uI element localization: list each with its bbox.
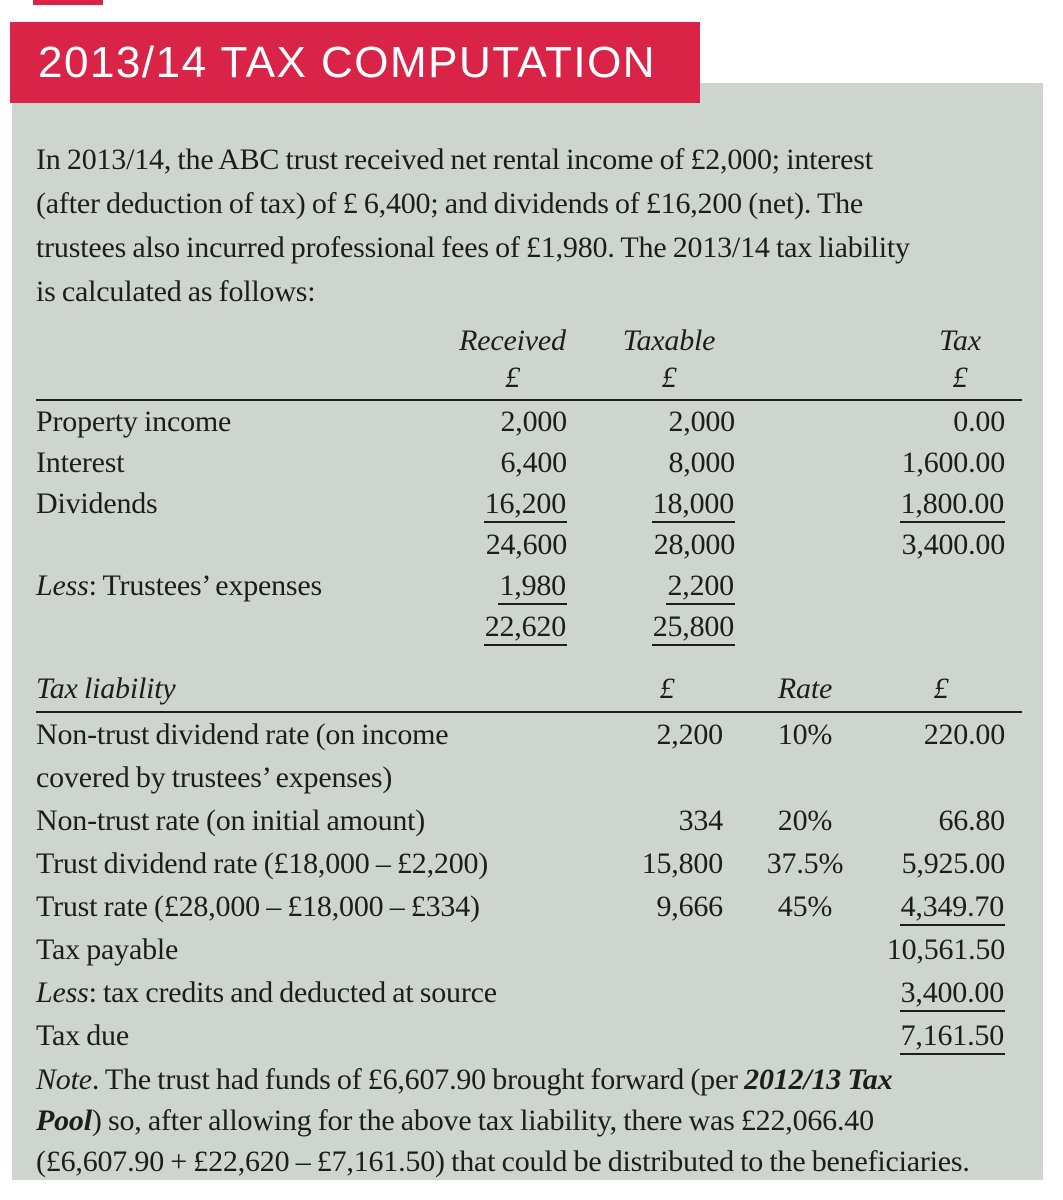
tax-header-label: Tax	[939, 324, 981, 357]
tax-value: 0.00	[953, 405, 1005, 438]
tax-liability-table	[36, 667, 1022, 1057]
red-top-fragment	[33, 0, 103, 5]
taxable-header-label: Taxable	[622, 324, 716, 357]
title-banner	[10, 22, 700, 103]
taxable-pound-sign: £	[661, 361, 677, 394]
amount-value: 9,666	[656, 890, 723, 923]
income-table	[36, 322, 1022, 647]
note-line: Note. The trust had funds of £6,607.90 brought forward (per 2012/13 Tax	[36, 1063, 893, 1096]
row-label: Trust rate (£28,000 – £18,000 – £334)	[36, 890, 480, 923]
tax-value: 5,925.00	[901, 847, 1005, 880]
table-row	[36, 971, 1022, 1014]
tax-pound-sign: £	[952, 361, 968, 394]
tax-value: 7,161.50	[863, 1014, 1022, 1057]
rate-value: 45%	[777, 890, 833, 923]
taxable-value: 2,000	[668, 405, 735, 438]
rate-value: 37.5%	[766, 847, 844, 880]
table-row	[36, 442, 1022, 483]
table-row	[36, 713, 1022, 799]
received-value: 6,400	[500, 446, 567, 479]
row-label-prefix: Less	[36, 569, 89, 602]
liability-header-label: Tax liability	[36, 672, 176, 705]
tax-value: 4,349.70	[863, 885, 1022, 928]
amount-value: 15,800	[641, 847, 723, 880]
tax-value	[735, 606, 1022, 647]
taxable-value: 18,000	[567, 483, 735, 524]
intro-line: (after deduction of tax) of £ 6,400; and dividends of £16,200 (net). The	[36, 187, 863, 220]
intro-paragraph	[36, 138, 1022, 314]
row-label: : Trustees’ expenses	[88, 569, 322, 602]
income-header-spacer	[36, 322, 376, 396]
row-label: Property income	[36, 405, 232, 438]
row-label: Non-trust rate (on initial amount)	[36, 804, 426, 837]
amount-value: 2,200	[656, 718, 723, 751]
panel-content	[36, 138, 1022, 1182]
intro-line: In 2013/14, the ABC trust received net rental income of £2,000; interest	[36, 143, 873, 176]
row-label: Tax due	[36, 1019, 129, 1052]
tax-value: 220.00	[923, 718, 1005, 751]
income-table-header	[36, 322, 1022, 401]
liability-table-header	[36, 667, 1022, 713]
taxable-value: 8,000	[668, 446, 735, 479]
table-row-total	[36, 928, 1022, 971]
rate-value: 20%	[777, 804, 833, 837]
rate-header: Rate	[777, 672, 833, 705]
intro-line: trustees also incurred professional fees of £1,980. The 2013/14 tax liability	[36, 231, 910, 264]
tax-value	[735, 565, 1022, 606]
received-header-label: Received	[459, 324, 566, 357]
note-line: (£6,607.90 + £22,620 – £7,161.50) that could be distributed to the beneficiaries.	[36, 1145, 970, 1178]
taxable-column-header	[567, 322, 735, 396]
received-value: 16,200	[376, 483, 567, 524]
rate-value: 10%	[777, 718, 833, 751]
tax-value: 1,800.00	[735, 483, 1022, 524]
note-paragraph	[36, 1059, 1022, 1182]
table-row	[36, 483, 1022, 524]
table-row-total	[36, 1014, 1022, 1057]
row-label: Dividends	[36, 487, 158, 520]
received-pound-sign: £	[505, 361, 520, 394]
page-title: 2013/14 TAX COMPUTATION	[38, 37, 657, 87]
row-label: Trust dividend rate (£18,000 – £2,200)	[36, 847, 489, 880]
tax-value: 66.80	[938, 804, 1005, 837]
taxable-value: 28,000	[653, 528, 735, 561]
table-row	[36, 885, 1022, 928]
tax-pool-reference: Pool	[36, 1104, 92, 1137]
received-value: 1,980	[376, 565, 567, 606]
table-row	[36, 565, 1022, 606]
taxable-value: 2,200	[567, 565, 735, 606]
received-value: 22,620	[376, 606, 567, 647]
tax-pool-reference: 2012/13 Tax	[744, 1063, 893, 1096]
tax-value: 1,600.00	[901, 446, 1005, 479]
note-line: Pool) so, after allowing for the above tax liability, there was £22,066.40	[36, 1104, 874, 1137]
tax-pound-header: £	[933, 672, 949, 705]
table-row	[36, 401, 1022, 442]
table-row-subtotal	[36, 524, 1022, 565]
row-label: Less: tax credits and deducted at source	[36, 976, 497, 1009]
received-column-header	[376, 322, 567, 396]
received-value: 24,600	[485, 528, 567, 561]
tax-value: 3,400.00	[863, 971, 1022, 1014]
row-label: Tax payable	[36, 933, 179, 966]
note-prefix: Note	[36, 1063, 92, 1096]
content-panel	[12, 83, 1043, 1180]
tax-value: 10,561.50	[886, 933, 1005, 966]
amount-value: 334	[678, 804, 723, 837]
received-value: 2,000	[500, 405, 567, 438]
row-label-line2: covered by trustees’ expenses)	[36, 761, 393, 794]
row-label: Interest	[36, 446, 125, 479]
tax-column-header	[735, 322, 1022, 396]
amount-pound-header: £	[659, 672, 675, 705]
taxable-value: 25,800	[567, 606, 735, 647]
intro-line: is calculated as follows:	[36, 275, 316, 308]
tax-value: 3,400.00	[901, 528, 1005, 561]
table-row-total	[36, 606, 1022, 647]
row-label: Non-trust dividend rate (on income	[36, 718, 449, 751]
table-row	[36, 842, 1022, 885]
table-row	[36, 799, 1022, 842]
